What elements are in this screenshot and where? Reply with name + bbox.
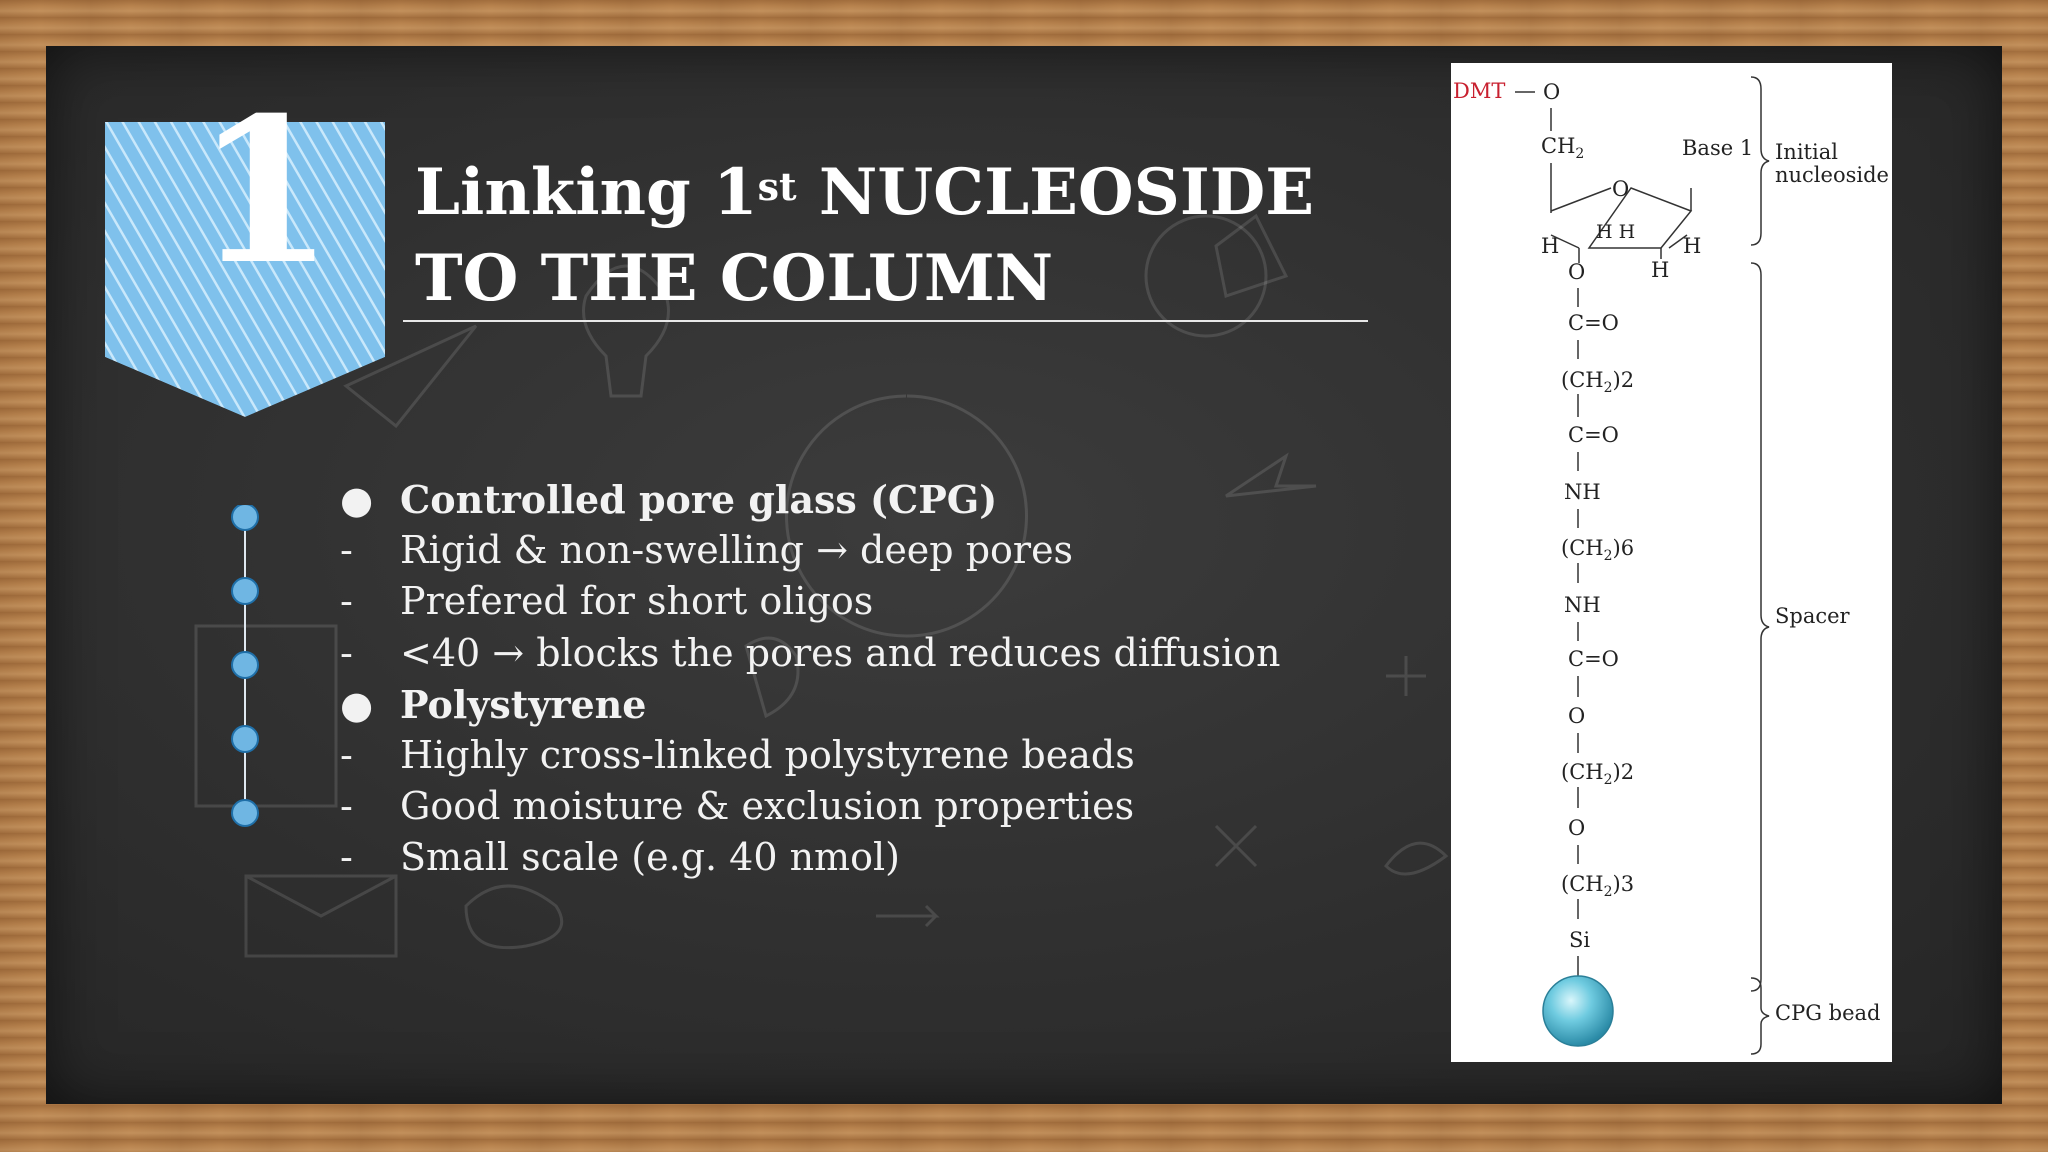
bullet-text: Rigid & non-swelling → deep pores	[400, 528, 1074, 573]
bullet-text: <40 → blocks the pores and reduces diffusion	[400, 630, 1281, 675]
bullet-marker: ●	[340, 681, 374, 727]
bullet-list	[335, 474, 1335, 884]
svg-text:Si: Si	[1569, 928, 1591, 952]
timeline-dots	[225, 505, 265, 835]
bullet-item	[335, 525, 1335, 576]
bullet-text: Good moisture & exclusion properties	[400, 784, 1135, 829]
title-superscript: st	[757, 164, 797, 209]
ch2-label: $CH_2$	[1541, 134, 1585, 162]
ring-oxygen: O	[1612, 177, 1630, 201]
bullet-item	[335, 781, 1335, 832]
bullet-item	[335, 474, 1335, 525]
bullet-marker: -	[340, 784, 353, 829]
ring-hydrogens: H H	[1596, 221, 1636, 243]
bullet-marker: -	[340, 528, 353, 573]
cpg-bead	[1543, 976, 1613, 1046]
svg-text:(CH2)6: $(CH_2)6$	[1561, 536, 1635, 564]
cpg-bead-brace	[1751, 978, 1769, 1054]
bullet-item	[335, 730, 1335, 781]
bullet-marker: -	[340, 733, 353, 778]
title-underline	[403, 320, 1368, 322]
bullet-item	[335, 679, 1335, 730]
title-line-2: TO THE COLUMN	[415, 241, 1054, 316]
svg-text:(CH2)2: $(CH_2)2$	[1561, 760, 1635, 788]
svg-text:C=O: C=O	[1568, 423, 1619, 447]
bullet-item	[335, 832, 1335, 883]
dmt-oxygen: O	[1543, 80, 1561, 104]
svg-text:O: O	[1568, 816, 1586, 840]
chemical-structure	[1451, 63, 1892, 1062]
bullet-marker: ●	[340, 477, 374, 522]
slide-title	[415, 150, 1375, 322]
h-bottom: H	[1651, 258, 1670, 282]
svg-text:(CH2)2: $(CH_2)2$	[1561, 368, 1635, 396]
bullet-marker: -	[340, 835, 353, 880]
bullet-text: Highly cross-linked polystyrene beads	[400, 733, 1135, 778]
slide-number: 1	[195, 74, 335, 309]
bullet-text: Small scale (e.g. 40 nmol)	[400, 835, 900, 880]
svg-text:NH: NH	[1564, 593, 1601, 617]
initial-label-2: nucleoside	[1775, 163, 1889, 187]
bullet-item	[335, 576, 1335, 627]
spacer-brace	[1751, 263, 1769, 991]
title-line-1: Linking 1st NUCLEOSIDE	[415, 155, 1315, 230]
base-label: Base 1	[1682, 136, 1754, 160]
svg-text:C=O: C=O	[1568, 647, 1619, 671]
svg-text:(CH2)3: $(CH_2)3$	[1561, 872, 1635, 900]
h-left: H	[1541, 234, 1560, 258]
bullet-text: Polystyrene	[400, 681, 647, 727]
dmt-label: DMT	[1453, 79, 1506, 103]
h-right: H	[1683, 234, 1702, 258]
cpg-bead-label: CPG bead	[1775, 1001, 1881, 1025]
bullet-item	[335, 628, 1335, 679]
svg-text:O: O	[1568, 260, 1586, 284]
spacer-label: Spacer	[1775, 604, 1850, 628]
svg-text:O: O	[1568, 704, 1586, 728]
bullet-text: Controlled pore glass (CPG)	[400, 477, 998, 522]
bullet-marker: -	[340, 579, 353, 624]
cpg-linker-diagram	[1451, 63, 1892, 1062]
initial-label-1: Initial	[1775, 140, 1838, 164]
bullet-marker: -	[340, 630, 353, 675]
svg-text:NH: NH	[1564, 480, 1601, 504]
spacer-chain	[1561, 260, 1634, 976]
initial-nucleoside-brace	[1751, 77, 1769, 245]
svg-text:C=O: C=O	[1568, 311, 1619, 335]
bullet-text: Prefered for short oligos	[400, 579, 874, 624]
